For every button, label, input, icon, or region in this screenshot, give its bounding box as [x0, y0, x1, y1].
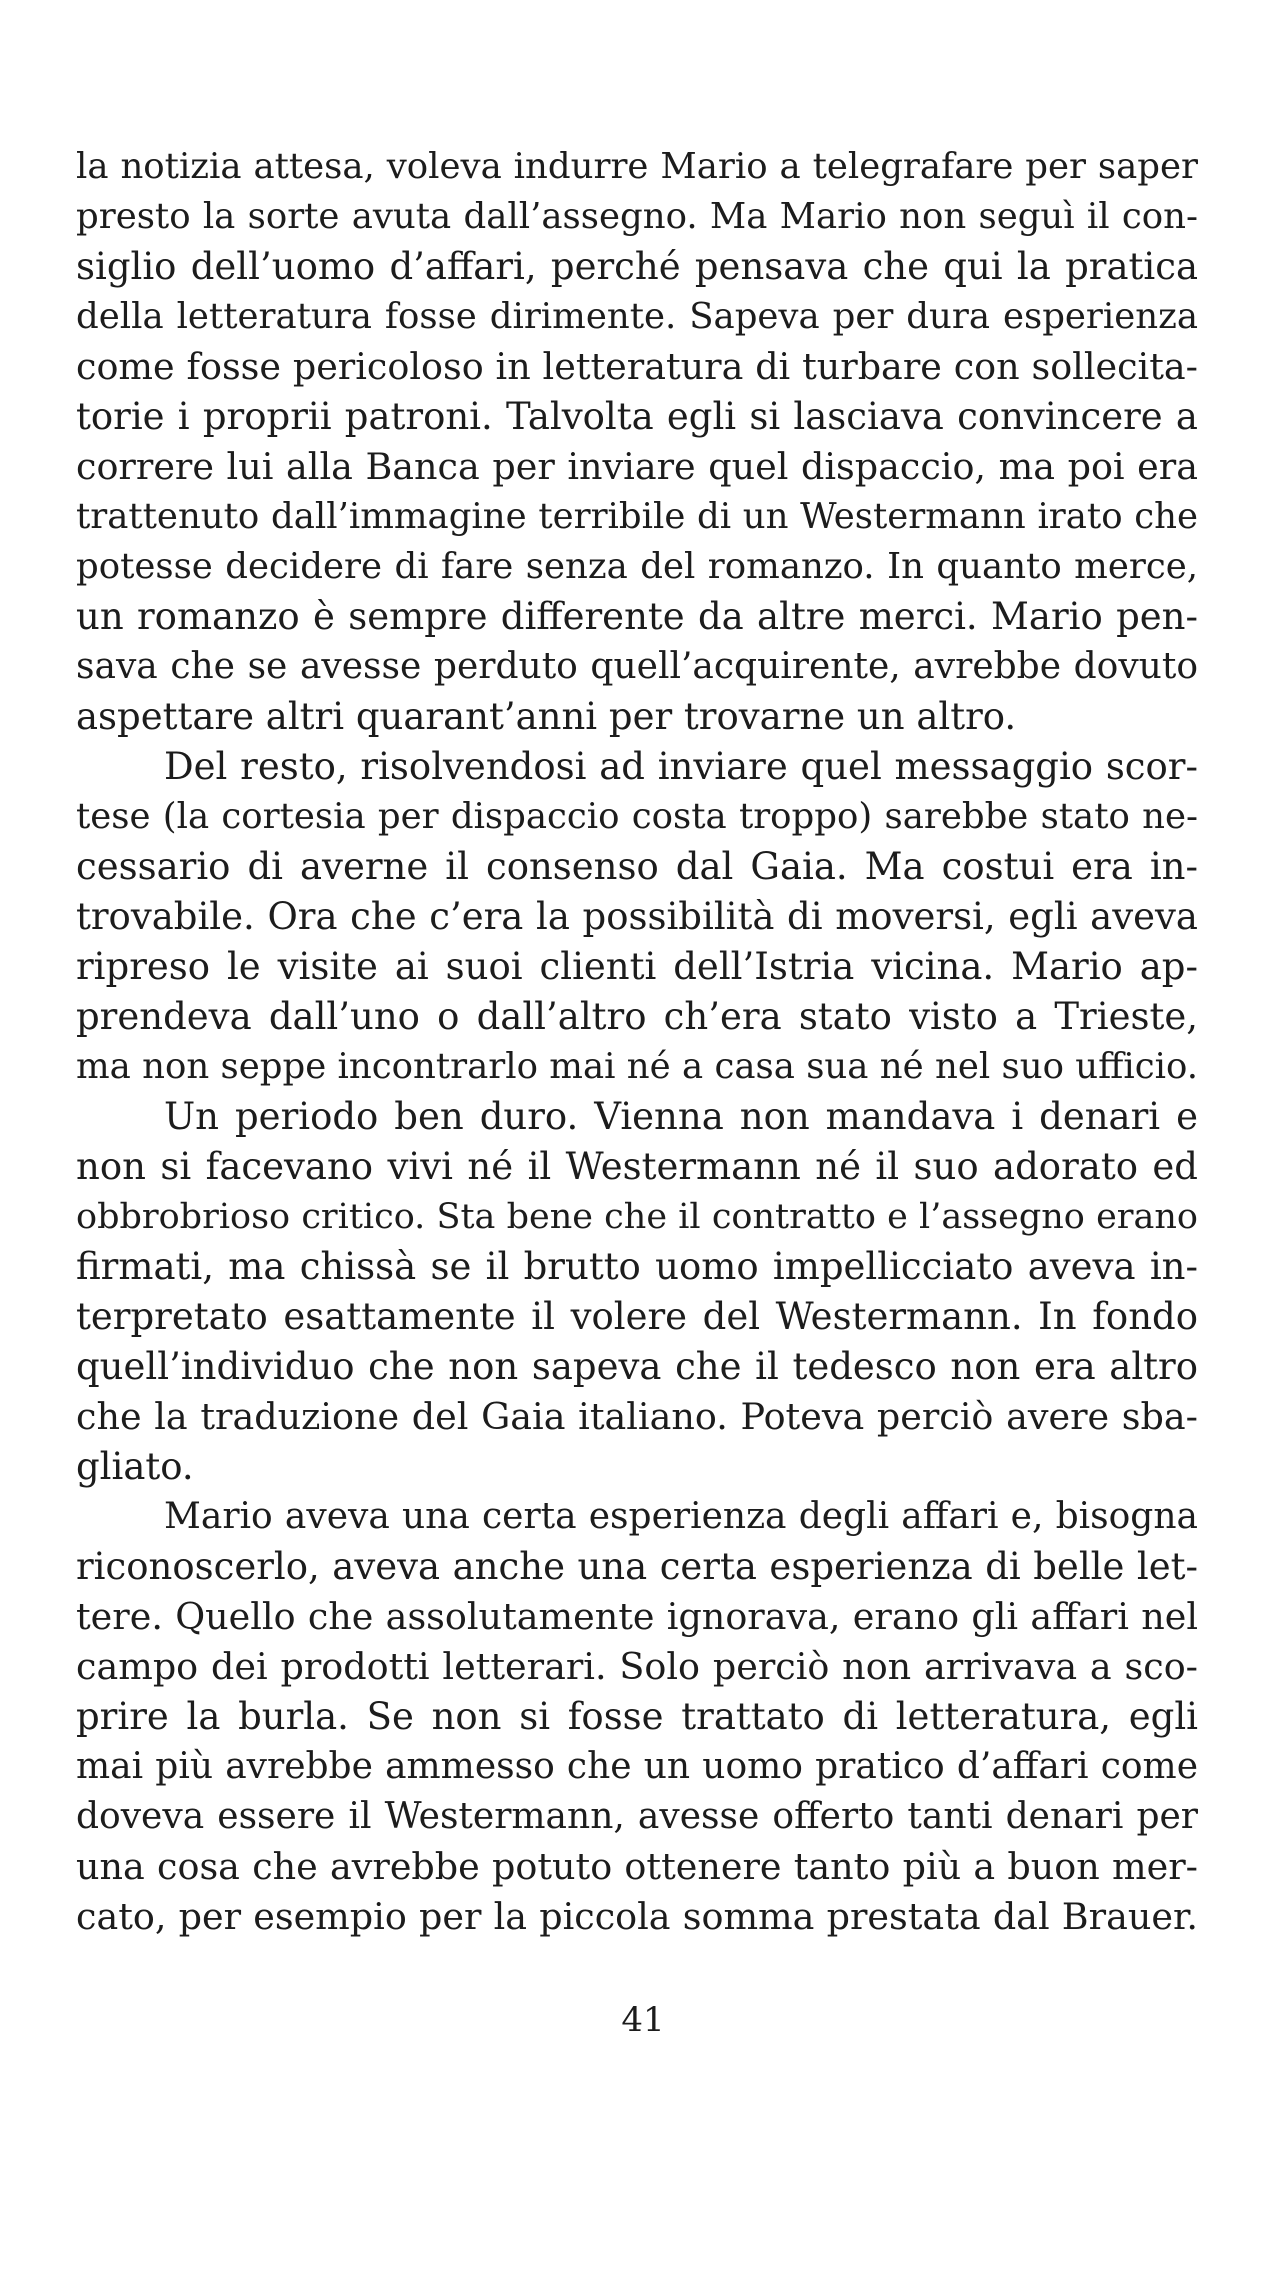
text-line: firmati, ma chissà se il brutto uomo impellicciato aveva in-: [76, 1245, 1198, 1288]
text-line: la notizia attesa, voleva indurre Mario a telegrafare per saper: [76, 146, 1198, 187]
text-line: gliato.: [76, 1445, 194, 1488]
paragraph-3: [76, 1092, 1198, 1492]
text-line: aspettare altri quarant’anni per trovarne un altro.: [76, 695, 1017, 738]
paragraph-2: [76, 742, 1198, 1092]
paragraph-4: [76, 1492, 1198, 1942]
text-line: prendeva dall’uno o dall’altro ch’era stato visto a Trieste,: [76, 995, 1198, 1038]
text-line: tere. Quello che assolutamente ignorava, erano gli affari nel: [76, 1595, 1198, 1638]
text-line: ma non seppe incontrarlo mai né a casa sua né nel suo ufficio.: [76, 1046, 1198, 1087]
text-line: riconoscerlo, aveva anche una certa esperienza di belle let-: [76, 1545, 1198, 1588]
text-line: quell’individuo che non sapeva che il tedesco non era altro: [76, 1345, 1198, 1388]
text-line: che la traduzione del Gaia italiano. Poteva perciò avere sba-: [76, 1395, 1198, 1438]
text-line: siglio dell’uomo d’affari, perché pensava che qui la pratica: [76, 245, 1198, 288]
text-line: sava che se avesse perduto quell’acquirente, avrebbe dovuto: [76, 646, 1198, 687]
text-line: non si facevano vivi né il Westermann né il suo adorato ed: [76, 1145, 1198, 1188]
text-line: doveva essere il Westermann, avesse offerto tanti denari per: [76, 1796, 1198, 1837]
text-line: campo dei prodotti letterari. Solo perciò non arrivava a sco-: [76, 1645, 1198, 1688]
text-line: un romanzo è sempre differente da altre merci. Mario pen-: [76, 595, 1198, 638]
text-line: trattenuto dall’immagine terribile di un Westermann irato che: [76, 496, 1198, 537]
text-line: Mario aveva una certa esperienza degli affari e, bisogna: [164, 1496, 1198, 1537]
text-line: prire la burla. Se non si fosse trattato di letteratura, egli: [76, 1695, 1198, 1738]
text-line: correre lui alla Banca per inviare quel dispaccio, ma poi era: [76, 445, 1198, 488]
text-line: presto la sorte avuta dall’assegno. Ma Mario non seguì il con-: [76, 196, 1198, 237]
text-line: ripreso le visite ai suoi clienti dell’Istria vicina. Mario ap-: [76, 945, 1198, 988]
text-line: Un periodo ben duro. Vienna non mandava i denari e: [164, 1095, 1198, 1138]
text-line: cessario di averne il consenso dal Gaia. Ma costui era in-: [76, 845, 1198, 888]
text-line: come fosse pericoloso in letteratura di turbare con sollecita-: [76, 345, 1198, 388]
text-line: della letteratura fosse dirimente. Sapeva per dura esperienza: [76, 296, 1198, 337]
body-text: [76, 142, 1198, 1942]
text-line: una cosa che avrebbe potuto ottenere tanto più a buon mer-: [76, 1845, 1198, 1888]
text-line: tese (la cortesia per dispaccio costa troppo) sarebbe stato ne-: [76, 796, 1198, 837]
text-line: obbrobrioso critico. Sta bene che il contratto e l’assegno erano: [76, 1197, 1198, 1237]
text-line: torie i proprii patroni. Talvolta egli si lasciava convincere a: [76, 395, 1198, 438]
page-number: 41: [621, 2000, 665, 2040]
text-line: terpretato esattamente il volere del Westermann. In fondo: [76, 1295, 1198, 1338]
text-line: trovabile. Ora che c’era la possibilità di moversi, egli aveva: [76, 895, 1198, 938]
text-line: potesse decidere di fare senza del romanzo. In quanto merce,: [76, 546, 1198, 587]
paragraph-1: [76, 142, 1198, 742]
text-line: cato, per esempio per la piccola somma prestata dal Brauer.: [76, 1895, 1198, 1938]
text-line: mai più avrebbe ammesso che un uomo pratico d’affari come: [76, 1746, 1198, 1787]
text-line: Del resto, risolvendosi ad inviare quel messaggio scor-: [164, 745, 1198, 788]
